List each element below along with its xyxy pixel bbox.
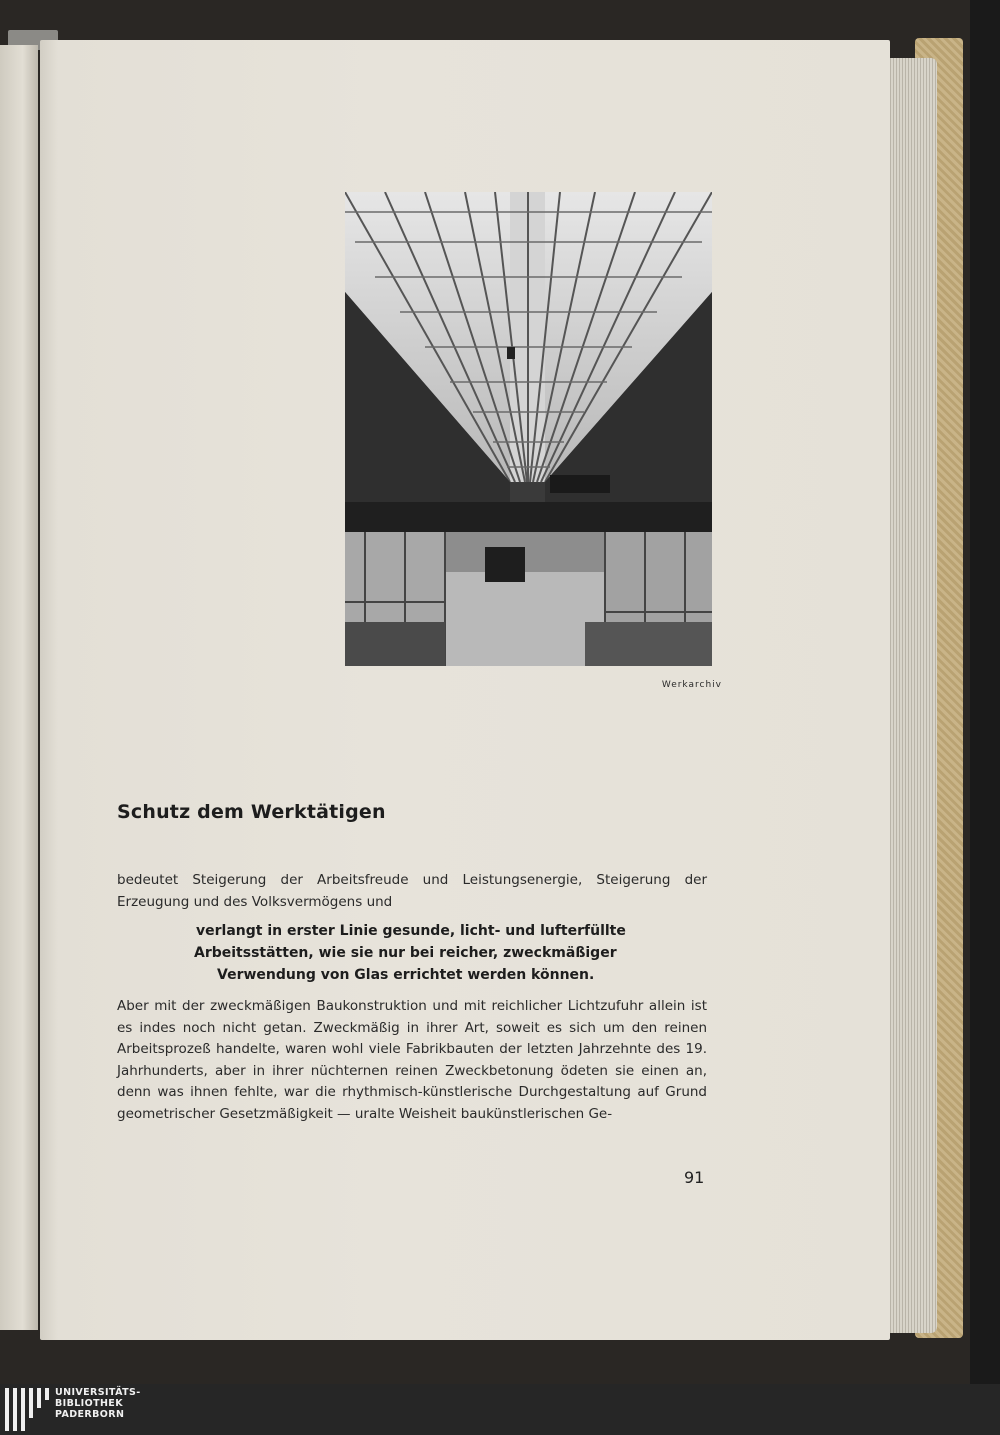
logo-line: BIBLIOTHEK [55,1398,123,1409]
logo-line: PADERBORN [55,1409,125,1420]
logo-line: UNIVERSITÄTS- [55,1387,141,1398]
library-footer-bar [0,1384,1000,1435]
photo-credit: Werkarchiv [661,680,722,690]
factory-hall-photo [345,192,712,666]
library-logo-text [55,1387,141,1420]
page-number: 91 [684,1168,705,1187]
section-heading: Schutz dem Werktätigen [117,801,386,823]
page-stack-edge [885,58,937,1333]
paragraph-intro: bedeutet Steigerung der Arbeitsfreude und Leistungsenergie, Steigerung der Erzeugung und des Volksvermögens und [117,872,707,910]
emphasis-line: Verwendung von Glas errichtet werden können. [217,967,595,983]
emphasis-line: verlangt in erster Linie gesunde, licht- und lufterfüllte [196,923,626,939]
factory-hall-glass-roof-photo-icon [345,192,712,666]
left-page-edge [0,45,38,1330]
library-logo-icon [5,1388,49,1431]
emphasis-block [190,920,640,986]
emphasis-line: Arbeitsstätten, wie sie nur bei reicher, zweckmäßiger [194,945,617,961]
paragraph-body: Aber mit der zweckmäßigen Baukonstruktion und mit reichlicher Lichtzufuhr allein ist es indes noch nicht getan. Zweckmäßig in ihrer Art, soweit es sich um den reinen Arbeitsprozeß handelte, waren wohl viele Fabrikbauten der letzten Jahrzehnte des 19. Jahrhunderts, aber in ihrer nüchternen reinen Zweckbetonung ödeten sie einen an, denn was ihnen fehlte, war die rhythmisch-künstlerische Durchgestaltung auf Grund geometrischer Gesetzmäßigkeit — uralte Weisheit baukünstlerischen Ge- [117,998,707,1122]
